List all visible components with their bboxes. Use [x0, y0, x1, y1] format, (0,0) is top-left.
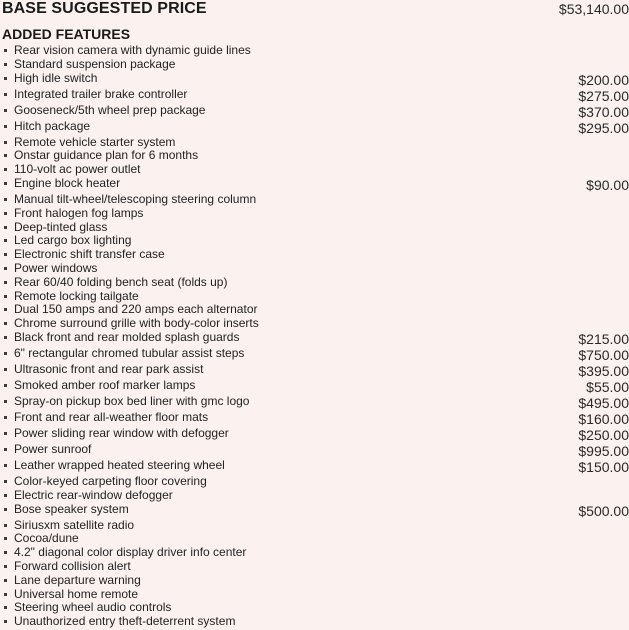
- feature-label: Engine block heater: [14, 175, 121, 190]
- bullet-icon: [4, 93, 7, 96]
- feature-item: [0, 262, 629, 276]
- feature-label: Ultrasonic front and rear park assist: [14, 361, 204, 376]
- feature-item: [0, 303, 629, 317]
- bullet-icon: [4, 352, 7, 355]
- feature-price: $160.00: [578, 410, 629, 427]
- bullet-icon: [4, 239, 7, 242]
- feature-item: [0, 347, 629, 363]
- feature-price: $55.00: [586, 378, 629, 395]
- feature-price: $200.00: [578, 71, 629, 88]
- feature-label: Electric rear-window defogger: [14, 487, 173, 502]
- feature-item: [0, 443, 629, 459]
- feature-price: $395.00: [578, 362, 629, 379]
- feature-label: Universal home remote: [14, 586, 139, 601]
- base-price-title: BASE SUGGESTED PRICE: [2, 0, 207, 17]
- feature-label: Front and rear all-weather floor mats: [14, 409, 209, 424]
- feature-label: Hitch package: [14, 118, 91, 133]
- feature-label: Manual tilt-wheel/telescoping steering column: [14, 191, 257, 206]
- feature-price: $500.00: [578, 502, 629, 519]
- feature-item: [0, 427, 629, 443]
- bullet-icon: [4, 464, 7, 467]
- feature-item: [0, 290, 629, 304]
- feature-label: 4.2" diagonal color display driver info center: [14, 545, 247, 560]
- bullet-icon: [4, 168, 7, 171]
- bullet-icon: [4, 49, 7, 52]
- feature-price: $90.00: [586, 176, 629, 193]
- feature-item: [0, 221, 629, 235]
- bullet-icon: [4, 400, 7, 403]
- feature-item: [0, 44, 629, 58]
- feature-item: [0, 207, 629, 221]
- feature-item: [0, 88, 629, 104]
- bullet-icon: [4, 384, 7, 387]
- feature-item: [0, 248, 629, 262]
- bullet-icon: [4, 524, 7, 527]
- feature-price: $295.00: [578, 119, 629, 136]
- feature-price: $250.00: [578, 426, 629, 443]
- feature-label: Leather wrapped heated steering wheel: [14, 457, 225, 472]
- bullet-icon: [4, 322, 7, 325]
- bullet-icon: [4, 368, 7, 371]
- feature-item: [0, 136, 629, 150]
- feature-label: 110-volt ac power outlet: [14, 162, 141, 177]
- bullet-icon: [4, 336, 7, 339]
- bullet-icon: [4, 537, 7, 540]
- feature-price: $995.00: [578, 442, 629, 459]
- feature-item: [0, 519, 629, 533]
- feature-label: Forward collision alert: [14, 558, 131, 573]
- bullet-icon: [4, 226, 7, 229]
- bullet-icon: [4, 432, 7, 435]
- feature-label: Unauthorized entry theft-deterrent system: [14, 614, 236, 629]
- feature-item: [0, 363, 629, 379]
- feature-price: $750.00: [578, 346, 629, 363]
- feature-price: $150.00: [578, 458, 629, 475]
- feature-label: Onstar guidance plan for 6 months: [14, 148, 199, 163]
- added-features-title: ADDED FEATURES: [2, 26, 131, 42]
- feature-price: $275.00: [578, 87, 629, 104]
- feature-item: [0, 532, 629, 546]
- feature-label: Color-keyed carpeting floor covering: [14, 473, 207, 488]
- bullet-icon: [4, 253, 7, 256]
- feature-item: [0, 163, 629, 177]
- feature-item: [0, 149, 629, 163]
- feature-item: [0, 331, 629, 347]
- bullet-icon: [4, 198, 7, 201]
- feature-label: Gooseneck/5th wheel prep package: [14, 102, 206, 117]
- feature-item: [0, 574, 629, 588]
- feature-item: [0, 193, 629, 207]
- base-price-value: $53,140.00: [558, 1, 629, 17]
- feature-item: [0, 317, 629, 331]
- bullet-icon: [4, 308, 7, 311]
- bullet-icon: [4, 593, 7, 596]
- feature-label: Lane departure warning: [14, 572, 141, 587]
- feature-item: [0, 546, 629, 560]
- feature-label: Dual 150 amps and 220 amps each alternator: [14, 302, 258, 317]
- bullet-icon: [4, 141, 7, 144]
- feature-item: [0, 72, 629, 88]
- feature-price: $495.00: [578, 394, 629, 411]
- feature-label: Standard suspension package: [14, 56, 176, 71]
- feature-item: [0, 503, 629, 519]
- feature-item: [0, 58, 629, 72]
- feature-item: [0, 588, 629, 602]
- bullet-icon: [4, 480, 7, 483]
- feature-label: Rear 60/40 folding bench seat (folds up): [14, 274, 228, 289]
- feature-item: [0, 475, 629, 489]
- bullet-icon: [4, 551, 7, 554]
- feature-label: High idle switch: [14, 70, 98, 85]
- feature-label: Deep-tinted glass: [14, 219, 108, 234]
- bullet-icon: [4, 77, 7, 80]
- feature-item: [0, 276, 629, 290]
- feature-label: Power sunroof: [14, 441, 92, 456]
- bullet-icon: [4, 508, 7, 511]
- feature-price: $215.00: [578, 330, 629, 347]
- feature-price: $370.00: [578, 103, 629, 120]
- feature-label: Steering wheel audio controls: [14, 600, 172, 615]
- bullet-icon: [4, 448, 7, 451]
- feature-item: [0, 177, 629, 193]
- feature-label: Chrome surround grille with body-color inserts: [14, 316, 259, 331]
- bullet-icon: [4, 125, 7, 128]
- feature-label: Power windows: [14, 260, 98, 275]
- feature-item: [0, 120, 629, 136]
- bullet-icon: [4, 109, 7, 112]
- bullet-icon: [4, 281, 7, 284]
- bullet-icon: [4, 295, 7, 298]
- bullet-icon: [4, 494, 7, 497]
- bullet-icon: [4, 579, 7, 582]
- bullet-icon: [4, 63, 7, 66]
- feature-label: Remote vehicle starter system: [14, 134, 176, 149]
- feature-label: Rear vision camera with dynamic guide lines: [14, 43, 251, 57]
- feature-item: [0, 411, 629, 427]
- feature-label: Cocoa/dune: [14, 531, 79, 546]
- bullet-icon: [4, 267, 7, 270]
- feature-label: Siriusxm satellite radio: [14, 517, 135, 532]
- feature-label: Black front and rear molded splash guards: [14, 329, 240, 344]
- feature-item: [0, 489, 629, 503]
- feature-label: Bose speaker system: [14, 501, 129, 516]
- feature-label: 6" rectangular chromed tubular assist steps: [14, 345, 245, 360]
- feature-item: [0, 395, 629, 411]
- bullet-icon: [4, 565, 7, 568]
- feature-label: Electronic shift transfer case: [14, 247, 165, 262]
- feature-label: Integrated trailer brake controller: [14, 86, 188, 101]
- bullet-icon: [4, 416, 7, 419]
- feature-label: Spray-on pickup box bed liner with gmc logo: [14, 393, 250, 408]
- feature-label: Front halogen fog lamps: [14, 205, 144, 220]
- feature-item: [0, 459, 629, 475]
- bullet-icon: [4, 212, 7, 215]
- feature-label: Led cargo box lighting: [14, 233, 132, 248]
- feature-item: [0, 104, 629, 120]
- feature-item: [0, 379, 629, 395]
- feature-label: Remote locking tailgate: [14, 288, 139, 303]
- feature-item: [0, 560, 629, 574]
- feature-item: [0, 615, 629, 629]
- feature-list: [0, 44, 629, 629]
- feature-item: [0, 601, 629, 615]
- feature-label: Smoked amber roof marker lamps: [14, 377, 196, 392]
- feature-item: [0, 234, 629, 248]
- bullet-icon: [4, 154, 7, 157]
- base-price-row: [0, 0, 629, 18]
- bullet-icon: [4, 620, 7, 623]
- bullet-icon: [4, 606, 7, 609]
- feature-label: Power sliding rear window with defogger: [14, 425, 229, 440]
- bullet-icon: [4, 182, 7, 185]
